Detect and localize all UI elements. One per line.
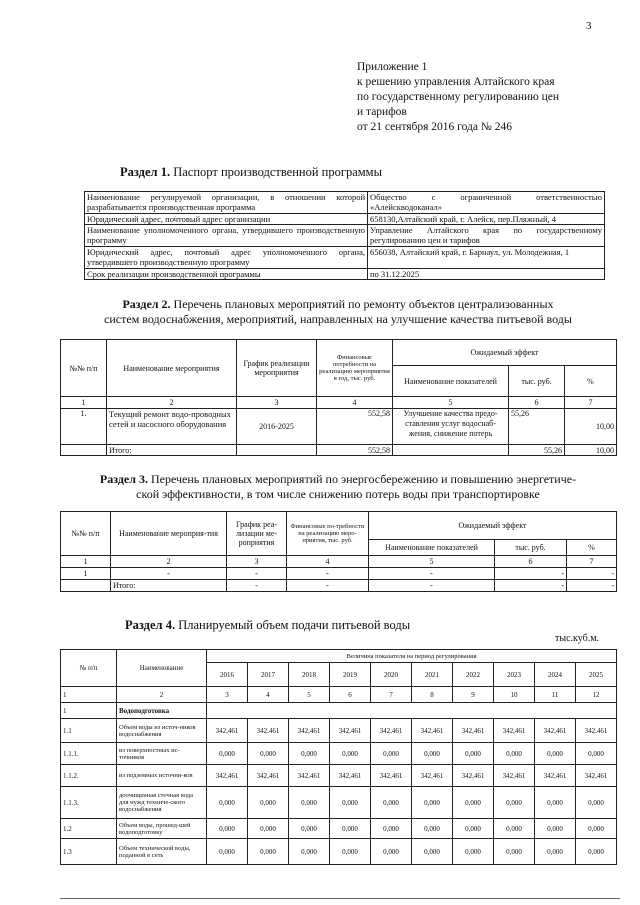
- table-cell: Итого:: [111, 580, 227, 592]
- table-row: [61, 787, 617, 819]
- section4-title: [125, 618, 410, 633]
- table-row: [61, 839, 617, 865]
- header-effect: Ожидаемый эффект: [393, 340, 617, 366]
- table-cell: 6: [509, 397, 565, 409]
- table-cell: 55,26: [509, 409, 565, 445]
- table-cell: 342,461: [330, 719, 371, 743]
- table-colnum-row: [61, 397, 617, 409]
- table-cell: -: [287, 580, 369, 592]
- table-cell: 2: [117, 687, 207, 703]
- table-cell: 342,461: [494, 765, 535, 787]
- table-cell: 0,000: [371, 743, 412, 765]
- table-cell: -: [567, 568, 617, 580]
- page-bottom-rule: [60, 898, 620, 899]
- appendix-header: [357, 60, 617, 135]
- energy-measures-table: [60, 511, 617, 592]
- table-cell: -: [287, 568, 369, 580]
- table-cell: 10: [494, 687, 535, 703]
- table-cell: 4: [317, 397, 393, 409]
- passport-table: [84, 191, 605, 280]
- table-cell: 342,461: [453, 765, 494, 787]
- table-cell: 3: [207, 687, 248, 703]
- table-cell: по 31.12.2025: [368, 269, 605, 280]
- header-year: 2019: [330, 663, 371, 687]
- table-cell: 12: [576, 687, 617, 703]
- header-rub: тыс. руб.: [509, 366, 565, 397]
- table-colnum-row: [61, 556, 617, 568]
- table-cell: Юридический адрес, почтовый адрес организации: [85, 214, 368, 225]
- table-cell: [207, 703, 617, 719]
- table-cell: 9: [453, 687, 494, 703]
- table-cell: 552,58: [317, 409, 393, 445]
- table-row: [85, 192, 605, 214]
- table-row: [61, 445, 617, 456]
- table-cell: 3: [237, 397, 317, 409]
- table-cell: -: [227, 580, 287, 592]
- section3-title-line2: ской эффективности, в том числе снижению потерь воды при транспортировке: [136, 487, 540, 501]
- table-cell: Улучшение качества предо-ставления услуг водоснаб-жения, снижение потерь: [393, 409, 509, 445]
- repair-measures-table: [60, 339, 617, 456]
- table-cell: 342,461: [207, 765, 248, 787]
- table-cell: Объем технической воды, поданной в сеть: [117, 839, 207, 865]
- table-cell: 0,000: [371, 839, 412, 865]
- table-cell: Объем воды, прошед-шей водоподготовку: [117, 819, 207, 839]
- table-cell: 4: [287, 556, 369, 568]
- table-cell: 0,000: [412, 839, 453, 865]
- table-cell: 5: [289, 687, 330, 703]
- table-cell: 342,461: [576, 765, 617, 787]
- table-cell: 1.1.1.: [61, 743, 117, 765]
- table-cell: 1: [61, 703, 117, 719]
- table-cell: 6: [495, 556, 567, 568]
- table-cell: 0,000: [576, 819, 617, 839]
- table-cell: 342,461: [207, 719, 248, 743]
- header-year: 2016: [207, 663, 248, 687]
- table-cell: 0,000: [453, 743, 494, 765]
- page-number: 3: [586, 20, 592, 32]
- section4-label: Раздел 4.: [125, 618, 176, 632]
- header-year: 2017: [248, 663, 289, 687]
- table-cell: 0,000: [330, 787, 371, 819]
- table-cell: 0,000: [576, 787, 617, 819]
- appendix-line: по государственному регулированию цен: [357, 91, 560, 103]
- table-cell: 342,461: [289, 765, 330, 787]
- table-cell: 342,461: [494, 719, 535, 743]
- table-cell: 0,000: [207, 787, 248, 819]
- header-pct: %: [565, 366, 617, 397]
- header-finance: Финансовые потребности на реализацию мероприятия в год, тыс. руб.: [317, 340, 393, 397]
- header-year: 2025: [576, 663, 617, 687]
- header-num: №№ п/п: [61, 340, 107, 397]
- table-cell: 0,000: [535, 839, 576, 865]
- table-cell: 342,461: [248, 765, 289, 787]
- table-cell: 342,461: [412, 719, 453, 743]
- unit-label: тыс.куб.м.: [555, 633, 600, 644]
- table-cell: 342,461: [412, 765, 453, 787]
- table-cell: 1: [61, 687, 117, 703]
- table-cell: 11: [535, 687, 576, 703]
- table-cell: Текущий ремонт водо-проводных сетей и насосного оборудования: [107, 409, 237, 445]
- section2-label: Раздел 2.: [122, 297, 171, 311]
- table-row: [85, 214, 605, 225]
- header-effect: Ожидаемый эффект: [369, 512, 617, 540]
- table-cell: [393, 445, 509, 456]
- table-cell: 0,000: [289, 819, 330, 839]
- table-cell: 0,000: [412, 743, 453, 765]
- table-row: [85, 247, 605, 269]
- table-colnum-row: [61, 687, 617, 703]
- table-row: [61, 580, 617, 592]
- table-cell: Управление Алтайского края по государственному регулированию цен и тарифов: [368, 225, 605, 247]
- header-year: 2022: [453, 663, 494, 687]
- table-cell: 8: [412, 687, 453, 703]
- table-cell: 55,26: [509, 445, 565, 456]
- section3-title-line1: Перечень плановых мероприятий по энергосбережению и повышению энергетиче-: [151, 472, 577, 486]
- table-cell: Срок реализации производственной программы: [85, 269, 368, 280]
- table-cell: -: [369, 568, 495, 580]
- table-cell: 1.1.2.: [61, 765, 117, 787]
- table-cell: 0,000: [207, 839, 248, 865]
- table-cell: 342,461: [535, 765, 576, 787]
- table-cell: 0,000: [494, 743, 535, 765]
- table-cell: 0,000: [412, 819, 453, 839]
- table-row: [61, 409, 617, 445]
- header-year: 2024: [535, 663, 576, 687]
- table-cell: 0,000: [535, 743, 576, 765]
- table-cell: Итого:: [107, 445, 237, 456]
- table-cell: 342,461: [330, 765, 371, 787]
- table-row: [61, 703, 617, 719]
- table-cell: 0,000: [289, 743, 330, 765]
- header-indicators: Наименование показателей: [393, 366, 509, 397]
- table-cell: 0,000: [494, 819, 535, 839]
- table-cell: 342,461: [371, 719, 412, 743]
- header-schedule: График реализации мероприятия: [237, 340, 317, 397]
- table-header-row: [61, 340, 617, 366]
- table-cell: 0,000: [207, 743, 248, 765]
- header-year: 2023: [494, 663, 535, 687]
- table-cell: 0,000: [207, 819, 248, 839]
- table-cell: 0,000: [248, 743, 289, 765]
- table-row: [61, 568, 617, 580]
- table-cell: 0,000: [576, 743, 617, 765]
- table-cell: 5: [393, 397, 509, 409]
- table-cell: -: [369, 580, 495, 592]
- header-rub: тыс. руб.: [495, 540, 567, 556]
- table-cell: 0,000: [535, 819, 576, 839]
- section3-title: [60, 472, 616, 502]
- table-cell: Наименование регулируемой организации, в отношении которой разрабатывается производственная программа: [85, 192, 368, 214]
- table-cell: доочищенная сточная вода для нужд техниче-ского водоснабжения: [117, 787, 207, 819]
- section3-label: Раздел 3.: [99, 472, 148, 486]
- table-cell: 0,000: [289, 839, 330, 865]
- table-cell: -: [227, 568, 287, 580]
- table-cell: 0,000: [371, 787, 412, 819]
- header-year: 2018: [289, 663, 330, 687]
- table-cell: 0,000: [576, 839, 617, 865]
- table-cell: 3: [227, 556, 287, 568]
- table-cell: 0,000: [330, 839, 371, 865]
- table-cell: 0,000: [248, 839, 289, 865]
- table-cell: [61, 580, 111, 592]
- table-cell: [237, 445, 317, 456]
- header-finance: Финансовые по-требности на реализацию меро-приятия, тыс. руб.: [287, 512, 369, 556]
- table-cell: 4: [248, 687, 289, 703]
- table-cell: 342,461: [289, 719, 330, 743]
- section2-title-line1: Перечень плановых мероприятий по ремонту объектов централизованных: [173, 297, 554, 311]
- table-cell: 342,461: [535, 719, 576, 743]
- section1-label: Раздел 1.: [120, 165, 171, 179]
- table-cell: 1.1.3.: [61, 787, 117, 819]
- section2-title: [60, 297, 616, 327]
- header-schedule: График реа-лизации ме-роприятия: [227, 512, 287, 556]
- header-num: №№ п/п: [61, 512, 111, 556]
- table-cell: 342,461: [576, 719, 617, 743]
- table-cell: 1: [61, 568, 111, 580]
- table-cell: 1.1: [61, 719, 117, 743]
- table-cell: 7: [567, 556, 617, 568]
- table-row: [61, 819, 617, 839]
- table-cell: 0,000: [330, 819, 371, 839]
- appendix-line: к решению управления Алтайского края: [357, 76, 555, 88]
- table-cell: Водоподготовка: [117, 703, 207, 719]
- water-supply-table: [60, 649, 617, 865]
- table-row: [61, 719, 617, 743]
- header-pct: %: [567, 540, 617, 556]
- table-cell: 1.3: [61, 839, 117, 865]
- table-cell: Юридический адрес, почтовый адрес уполномоченного органа, утвердившего производственную программу: [85, 247, 368, 269]
- table-cell: 0,000: [453, 819, 494, 839]
- header-name: Наименование мероприятия: [107, 340, 237, 397]
- table-cell: -: [495, 568, 567, 580]
- table-cell: Общество с ограниченной ответственностью «Алейскводоканал»: [368, 192, 605, 214]
- table-cell: 0,000: [453, 787, 494, 819]
- header-num: № п/п: [61, 650, 117, 687]
- table-cell: 0,000: [412, 787, 453, 819]
- section1-title: [120, 165, 382, 180]
- table-cell: 0,000: [248, 787, 289, 819]
- table-cell: 0,000: [371, 819, 412, 839]
- table-cell: 5: [369, 556, 495, 568]
- table-cell: 1: [61, 397, 107, 409]
- table-cell: 342,461: [371, 765, 412, 787]
- table-cell: 6: [330, 687, 371, 703]
- section1-title-text: Паспорт производственной программы: [173, 165, 382, 179]
- table-cell: 2: [111, 556, 227, 568]
- table-cell: 2016-2025: [237, 409, 317, 445]
- table-cell: Наименование уполномоченного органа, утвердившего производственную программу: [85, 225, 368, 247]
- table-cell: 0,000: [289, 787, 330, 819]
- table-cell: -: [495, 580, 567, 592]
- table-cell: 656038, Алтайский край, г. Барнаул, ул. Молодежная, 1: [368, 247, 605, 269]
- section4-title-text: Планируемый объем подачи питьевой воды: [178, 618, 411, 632]
- table-cell: [61, 445, 107, 456]
- header-year: 2020: [371, 663, 412, 687]
- table-header-row: [61, 650, 617, 663]
- table-cell: из подземных источни-ков: [117, 765, 207, 787]
- table-cell: 1: [61, 556, 111, 568]
- table-row: [61, 743, 617, 765]
- appendix-line: и тарифов: [357, 106, 407, 118]
- table-cell: 0,000: [248, 819, 289, 839]
- table-cell: 552,58: [317, 445, 393, 456]
- table-cell: 658130,Алтайский край, г. Алейск, пер.Пляжный, 4: [368, 214, 605, 225]
- table-cell: 7: [371, 687, 412, 703]
- table-cell: -: [111, 568, 227, 580]
- appendix-line: от 21 сентября 2016 года № 246: [357, 121, 512, 133]
- table-cell: 0,000: [330, 743, 371, 765]
- table-cell: 7: [565, 397, 617, 409]
- table-cell: -: [567, 580, 617, 592]
- table-cell: 0,000: [494, 839, 535, 865]
- table-cell: 10,00: [565, 409, 617, 445]
- table-cell: 2: [107, 397, 237, 409]
- table-cell: Объем воды из источ-ников водоснабжения: [117, 719, 207, 743]
- appendix-line: Приложение 1: [357, 61, 428, 73]
- table-row: [85, 225, 605, 247]
- section2-title-line2: систем водоснабжения, мероприятий, направленных на улучшение качества питьевой воды: [104, 312, 572, 326]
- header-name: Наименование: [117, 650, 207, 687]
- table-cell: 342,461: [248, 719, 289, 743]
- table-cell: 342,461: [453, 719, 494, 743]
- table-cell: 0,000: [535, 787, 576, 819]
- table-row: [61, 765, 617, 787]
- table-cell: из поверхностных ис-точников: [117, 743, 207, 765]
- table-header-row: [61, 512, 617, 540]
- table-cell: 1.2: [61, 819, 117, 839]
- table-cell: 0,000: [453, 839, 494, 865]
- header-name: Наименование мероприя-тия: [111, 512, 227, 556]
- table-row: [85, 269, 605, 280]
- table-cell: 10,00: [565, 445, 617, 456]
- header-period-group: Величина показателя на период регулирования: [207, 650, 617, 663]
- header-indicators: Наименование показателей: [369, 540, 495, 556]
- header-year: 2021: [412, 663, 453, 687]
- table-cell: 0,000: [494, 787, 535, 819]
- table-cell: 1.: [61, 409, 107, 445]
